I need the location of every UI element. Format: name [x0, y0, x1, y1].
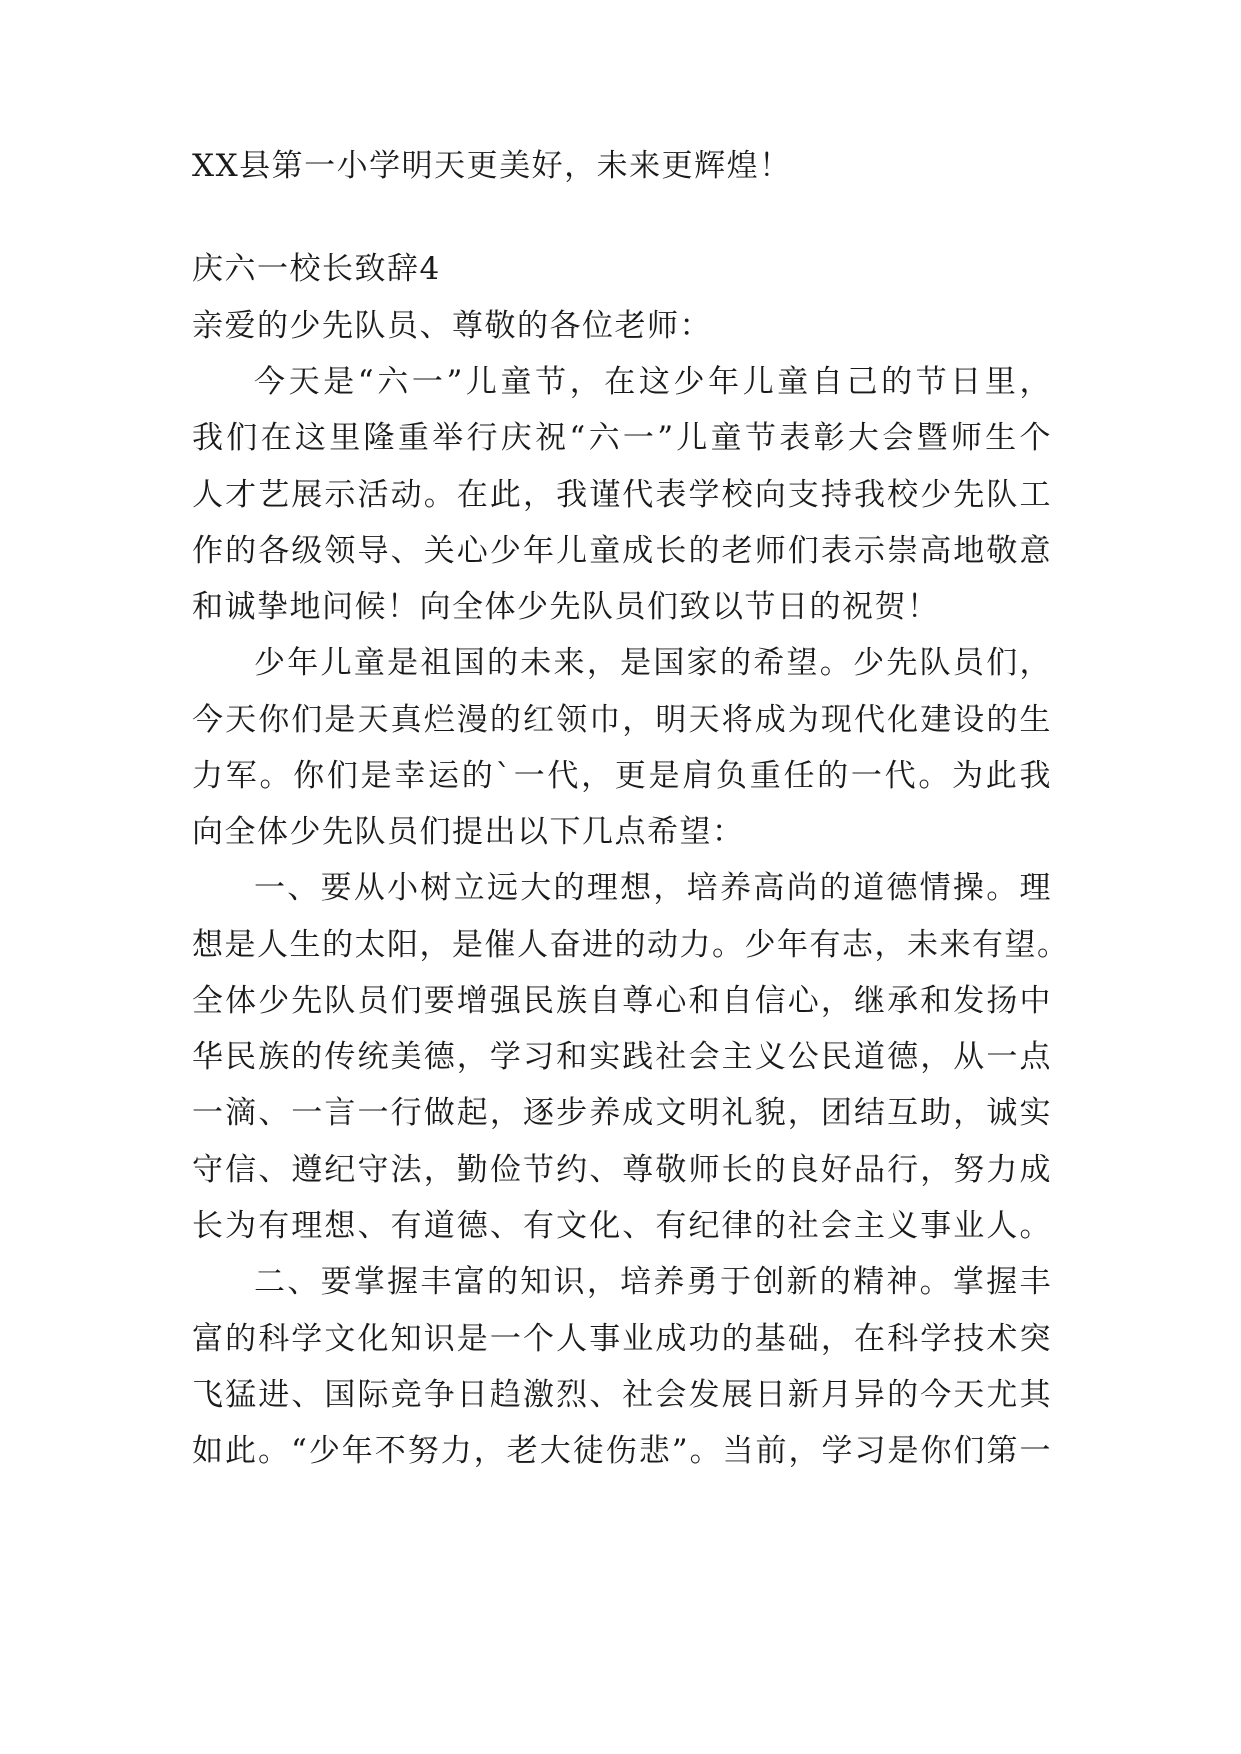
paragraph-line: 今天你们是天真烂漫的红领巾，明天将成为现代化建设的生	[192, 702, 1052, 738]
paragraph-line: 如此。“少年不努力，老大徒伤悲”。当前，学习是你们第一	[192, 1433, 1052, 1469]
section-title: 庆六一校长致辞4	[192, 251, 441, 287]
paragraph-line: 力军。你们是幸运的`一代，更是肩负重任的一代。为此我	[192, 758, 1052, 794]
closing-line: XX县第一小学明天更美好，未来更辉煌！	[192, 148, 792, 184]
paragraph-line: 富的科学文化知识是一个人事业成功的基础，在科学技术突	[192, 1321, 1052, 1357]
paragraph-line: 一、要从小树立远大的理想，培养高尚的道德情操。理	[254, 870, 1052, 906]
paragraph-line: 作的各级领导、关心少年儿童成长的老师们表示崇高地敬意	[192, 533, 1052, 569]
paragraph-line: 长为有理想、有道德、有文化、有纪律的社会主义事业人。	[192, 1208, 1052, 1244]
paragraph-line: 飞猛进、国际竞争日趋激烈、社会发展日新月异的今天尤其	[192, 1377, 1052, 1413]
paragraph-line: 全体少先队员们要增强民族自尊心和自信心，继承和发扬中	[192, 983, 1052, 1019]
paragraph-line: 今天是“六一”儿童节，在这少年儿童自己的节日里，	[254, 364, 1052, 400]
paragraph-line: 人才艺展示活动。在此，我谨代表学校向支持我校少先队工	[192, 477, 1052, 513]
salutation: 亲爱的少先队员、尊敬的各位老师：	[192, 308, 712, 344]
paragraph-line: 和诚挚地问候！向全体少先队员们致以节日的祝贺！	[192, 589, 940, 625]
paragraph-line: 一滴、一言一行做起，逐步养成文明礼貌，团结互助，诚实	[192, 1095, 1052, 1131]
paragraph-line: 守信、遵纪守法，勤俭节约、尊敬师长的良好品行，努力成	[192, 1152, 1052, 1188]
paragraph-line: 华民族的传统美德，学习和实践社会主义公民道德，从一点	[192, 1039, 1052, 1075]
paragraph-line: 我们在这里隆重举行庆祝“六一”儿童节表彰大会暨师生个	[192, 420, 1052, 456]
paragraph-line: 想是人生的太阳，是催人奋进的动力。少年有志，未来有望。	[192, 927, 1070, 963]
paragraph-line: 二、要掌握丰富的知识，培养勇于创新的精神。掌握丰	[254, 1264, 1052, 1300]
paragraph-line: 向全体少先队员们提出以下几点希望：	[192, 814, 745, 850]
paragraph-line: 少年儿童是祖国的未来，是国家的希望。少先队员们，	[254, 645, 1052, 681]
